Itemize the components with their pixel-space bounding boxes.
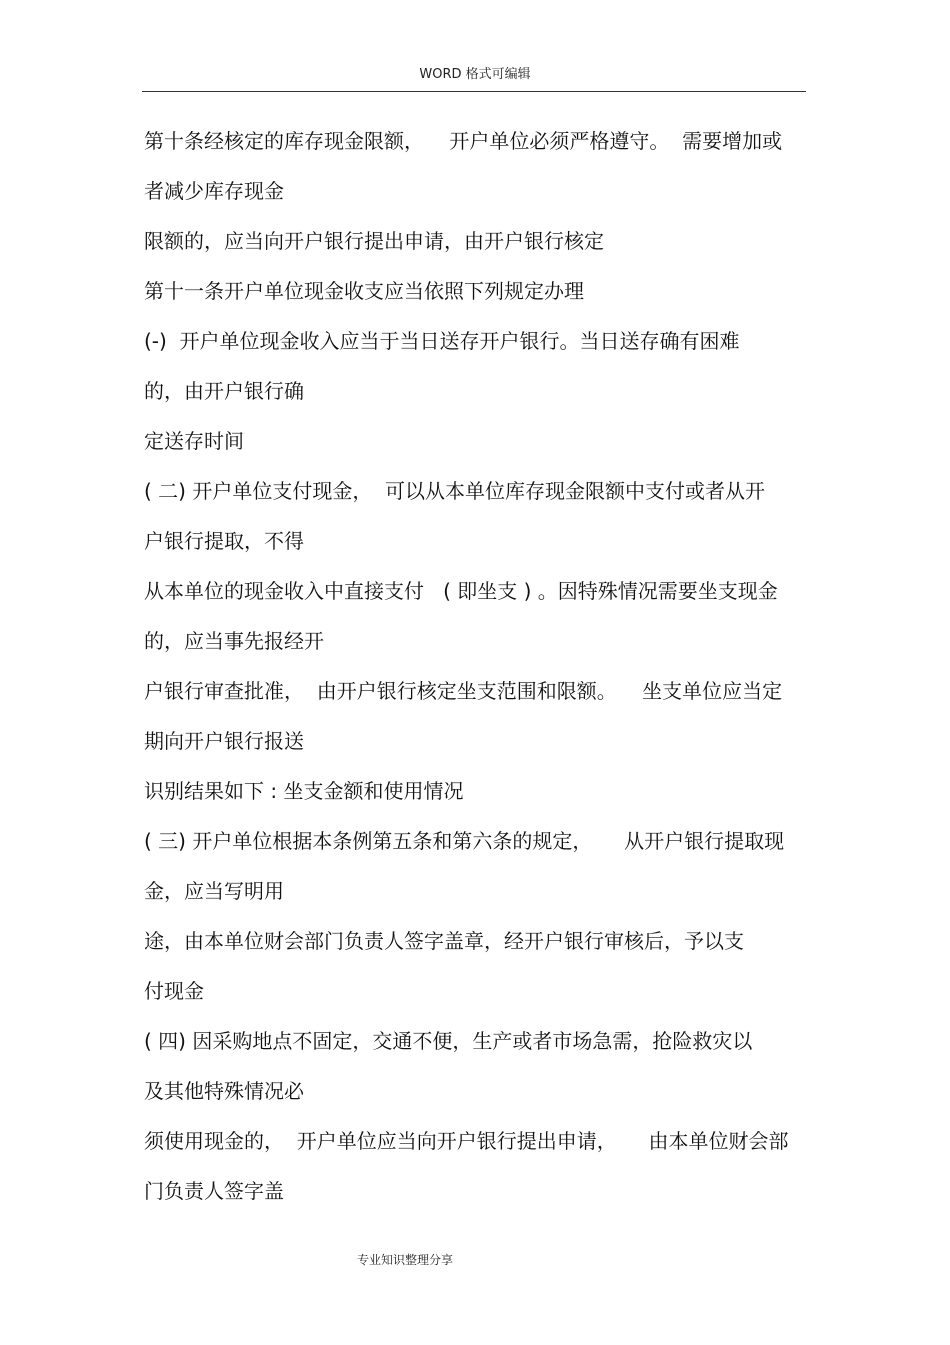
text-line: 第十一条开户单位现金收支应当依照下列规定办理: [144, 279, 584, 303]
text-line: 付现金: [144, 979, 204, 1003]
header-divider: [142, 91, 806, 92]
text-line: 第十条经核定的库存现金限额， 开户单位必须严格遵守。 需要增加或: [144, 129, 783, 153]
text-line: 从本单位的现金收入中直接支付 ( 即坐支 ) 。因特殊情况需要坐支现金: [144, 579, 778, 603]
text-line: 的，应当事先报经开: [144, 629, 324, 653]
text-line: ( 四) 因采购地点不固定，交通不便，生产或者市场急需，抢险救灾以: [144, 1029, 753, 1053]
text-line: (-) 开户单位现金收入应当于当日送存开户银行。当日送存确有困难: [144, 329, 740, 353]
text-line: 及其他特殊情况必: [144, 1079, 304, 1103]
text-line: 金，应当写明用: [144, 879, 284, 903]
text-line: 途，由本单位财会部门负责人签字盖章，经开户银行审核后，予以支: [144, 929, 744, 953]
text-line: 的，由开户银行确: [144, 379, 304, 403]
text-line: 限额的，应当向开户银行提出申请，由开户银行核定: [144, 229, 604, 253]
text-line: ( 三) 开户单位根据本条例第五条和第六条的规定， 从开户银行提取现: [144, 829, 785, 853]
text-line: ( 二) 开户单位支付现金， 可以从本单位库存现金限额中支付或者从开: [144, 479, 766, 503]
text-line: 户银行审查批准， 由开户银行核定坐支范围和限额。 坐支单位应当定: [144, 679, 783, 703]
text-line: 识别结果如下 : 坐支金额和使用情况: [144, 779, 464, 803]
text-line: 须使用现金的， 开户单位应当向开户银行提出申请， 由本单位财会部: [144, 1129, 789, 1153]
text-line: 定送存时间: [144, 429, 244, 453]
text-line: 门负责人签字盖: [144, 1179, 284, 1203]
document-body: [144, 116, 804, 1216]
text-line: 户银行提取，不得: [144, 529, 304, 553]
page-footer: 专业知识整理分享: [356, 1253, 453, 1267]
text-line: 期向开户银行报送: [144, 729, 304, 753]
page-header: WORD 格式可编辑: [419, 67, 531, 82]
text-line: 者减少库存现金: [144, 179, 284, 203]
